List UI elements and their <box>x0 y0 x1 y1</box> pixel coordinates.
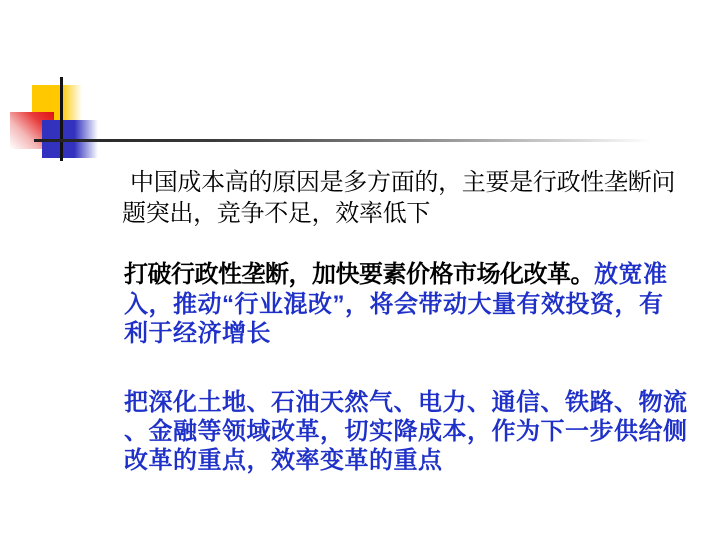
vertical-line <box>60 77 63 161</box>
text-line: 利于经济增长 <box>124 320 271 347</box>
horizontal-rule <box>34 139 652 142</box>
text-line: 改革的重点，效率变革的重点 <box>124 447 443 474</box>
corner-decoration <box>0 0 720 180</box>
text-line: 中国成本高的原因是多方面的，主要是行政性垄断问 <box>130 170 676 196</box>
text-segment-script-black: 打破行政性垄断，加快要素价格市场化改革。 <box>124 262 594 288</box>
paragraph-deepen-reform <box>124 388 688 475</box>
text-line: 、金融等领域改革，切实降成本，作为下一步供给侧 <box>124 418 688 445</box>
text-line: 题突出，竞争不足，效率低下 <box>122 201 431 227</box>
text-segment-blue: 放宽准 <box>594 261 668 288</box>
text-line <box>124 260 668 290</box>
paragraph-break-monopoly <box>124 260 668 348</box>
paragraph-cost-reasons <box>122 168 675 230</box>
text-line: 把深化土地、石油天然气、电力、通信、铁路、物流 <box>124 389 688 416</box>
text-line: 入，推动“行业混改”，将会带动大量有效投资，有 <box>124 291 664 318</box>
